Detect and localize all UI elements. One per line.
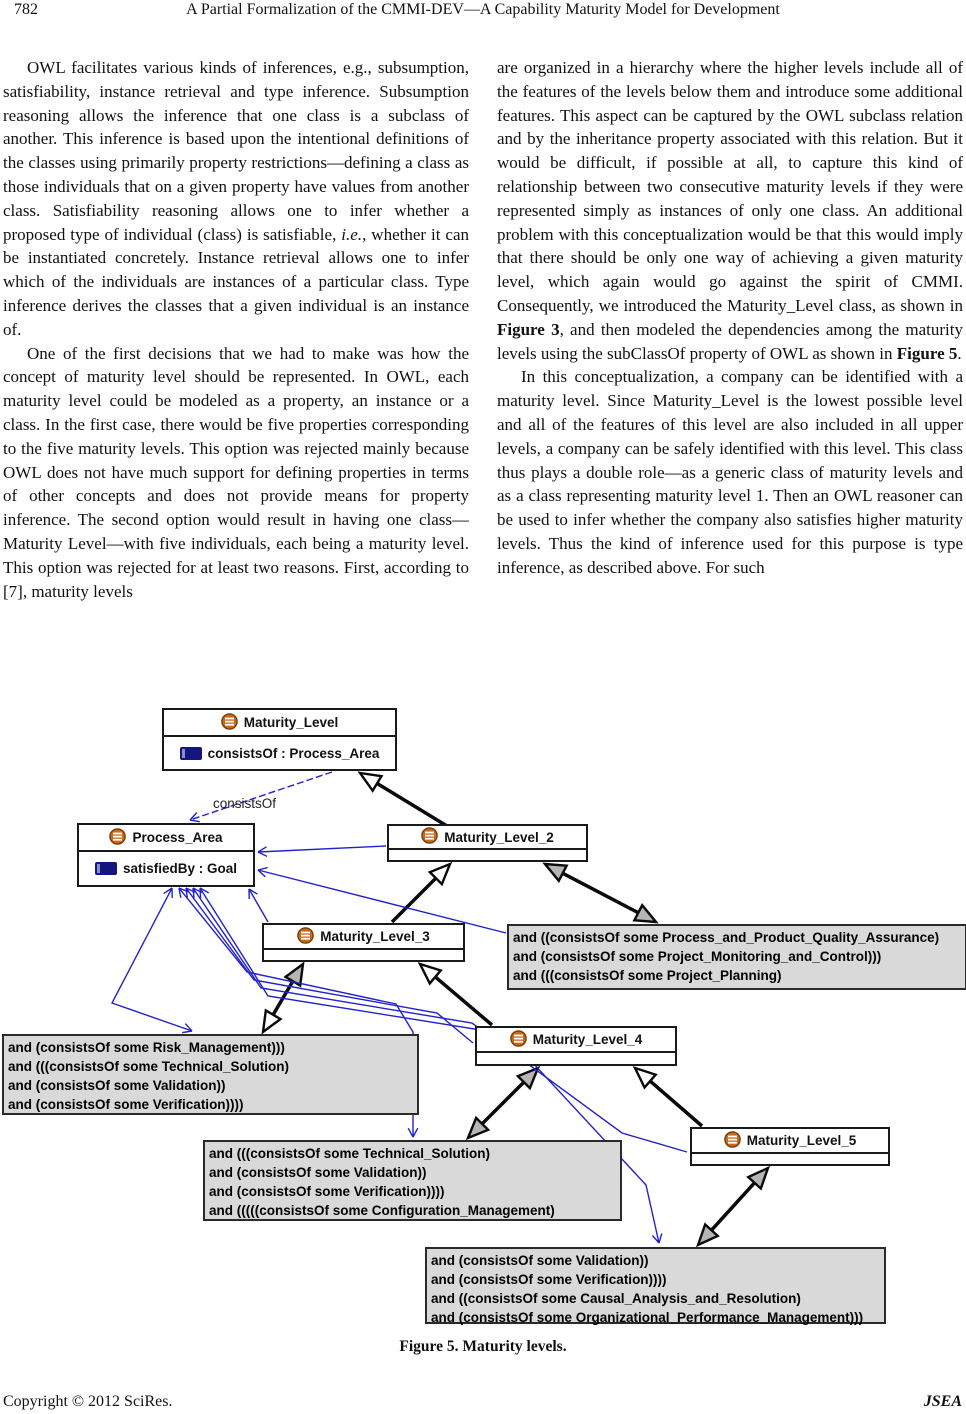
page-number: 782 — [14, 1, 38, 18]
class-box-maturity-level-5 — [690, 1127, 890, 1166]
paragraph-text: are organized in a hierarchy where the higher levels include all of the features of the levels below them and introduce some additional features. This aspect can be captured by the OWL subclass relation and by the inheritance property associated with this relation. But it would be difficult, if possible at all, to capture this kind of relationship between two consecutive maturity levels if they were represented simply as instances of only one class. An additional problem with this conceptualization would be that this would imply that there should be only one way of achieving a given maturity level, which again would go against the spirit of CMMI. Consequently, we introduced the Maturity_Level class, as shown in — [497, 58, 963, 315]
class-title — [264, 925, 463, 950]
expression-box-level2 — [507, 924, 966, 990]
class-property-row — [79, 852, 253, 885]
expression-line: and (consistsOf some Risk_Management))) — [8, 1040, 285, 1055]
expression-line: and (consistsOf some Validation)) — [431, 1253, 649, 1268]
class-empty-row — [389, 850, 586, 884]
journal-abbreviation: JSEA — [923, 1393, 962, 1410]
class-title — [79, 825, 253, 852]
property-text: consistsOf : Process_Area — [207, 745, 380, 761]
class-empty-row — [692, 1154, 888, 1189]
expression-line: and (((((consistsOf some Configuration_Management) — [209, 1203, 555, 1218]
class-icon — [510, 1030, 527, 1050]
class-title — [389, 826, 586, 850]
paragraph-text-italic: i.e. — [341, 224, 363, 244]
paragraph-text: , whether it can be instantiated concretely. Instance retrieval allows one to infer which of the individuals are instances of a particular class. Type inference derives the classes that a given individual is an instance of. — [3, 224, 469, 339]
class-icon — [724, 1131, 741, 1151]
expression-line: and (consistsOf some Verification)))) — [431, 1272, 667, 1287]
class-empty-row — [477, 1053, 675, 1089]
property-text: satisfiedBy : Goal — [122, 861, 238, 876]
class-name: Maturity_Level_5 — [746, 1133, 857, 1148]
expression-line: and (consistsOf some Project_Monitoring_and_Control))) — [513, 949, 882, 964]
figure5-diagram — [0, 700, 966, 1340]
paragraph — [497, 56, 963, 365]
class-title — [477, 1028, 675, 1053]
right-column — [497, 56, 963, 580]
figure-caption: Figure 5. Maturity levels. — [399, 1338, 567, 1355]
expression-line: and ((consistsOf some Process_and_Product_Quality_Assurance) — [513, 930, 940, 945]
class-icon — [421, 827, 438, 847]
class-name: Process_Area — [132, 830, 223, 845]
expression-box-level4 — [203, 1140, 622, 1221]
class-box-process-area — [77, 823, 255, 887]
expression-box-level5 — [425, 1247, 886, 1324]
expression-box-level3 — [2, 1034, 419, 1115]
paragraph: One of the first decisions that we had to make was how the concept of maturity level should be represented. In OWL, each maturity level could be modeled as a property, an instance or a class. In the first case, there would be five properties corresponding to the five maturity levels. This option was rejected mainly because OWL does not have much support for defining properties in terms of other concepts and does not provide means for property inference. The second option would result in having one class—Maturity Level—with five individuals, each being a maturity level. This option was rejected for at least two reasons. First, according to [7], maturity levels — [3, 343, 469, 601]
class-icon — [109, 828, 126, 848]
class-empty-row — [264, 950, 463, 985]
class-title — [692, 1129, 888, 1154]
paragraph — [3, 56, 469, 342]
copyright-notice: Copyright © 2012 SciRes. — [3, 1393, 173, 1410]
class-icon — [221, 713, 238, 733]
expression-line: and (consistsOf some Validation)) — [209, 1165, 427, 1180]
class-icon — [297, 927, 314, 947]
expression-line: and (consistsOf some Verification)))) — [8, 1097, 244, 1112]
expression-line: and (((consistsOf some Project_Planning) — [513, 968, 782, 983]
diagram-edges — [0, 700, 966, 1340]
property-icon — [95, 862, 117, 875]
paragraph-text: OWL facilitates various kinds of inferences, e.g., subsumption, satisfiability, instance retrieval and type inference. Subsumption reasoning allows the inference that one class is a subclass of another. This inference is based upon the intentional definitions of the classes using primarily property restrictions—defining a class as those individuals that on a given property have values from another class. Satisfiability reasoning allows one to infer whether a proposed type of individual (class) is satisfiable, — [3, 58, 469, 244]
expression-line: and (((consistsOf some Technical_Solution) — [209, 1146, 491, 1161]
class-box-maturity-level-2 — [387, 824, 588, 862]
class-box-maturity-level-3 — [262, 923, 465, 962]
expression-line: and ((consistsOf some Causal_Analysis_and_Resolution) — [431, 1291, 801, 1306]
expression-line: and (((consistsOf some Technical_Solution) — [8, 1059, 290, 1074]
class-name: Maturity_Level — [243, 715, 339, 730]
figure5-reference: Figure 5 — [896, 343, 958, 363]
figure3-reference: Figure 3 — [497, 319, 560, 339]
paragraph-text: , and then modeled the dependencies among the maturity levels using the subClassOf property of OWL as shown in — [497, 319, 963, 363]
paragraph: In this conceptualization, a company can be identified with a maturity level. Since Maturity_Level is the lowest possible level and all of the features of this level are also included in all upper levels, a company can be safely identified with this level. This class thus plays a double role—as a generic class of maturity levels and as a class representing maturity level 1. Then an OWL reasoner can be used to infer whether the company also satisfies higher maturity levels. Thus the kind of inference used for this purpose is type inference, as described above. For such — [497, 367, 963, 577]
class-name: Maturity_Level_4 — [532, 1032, 643, 1047]
expression-line: and (consistsOf some Organizational_Performance_Management))) — [431, 1310, 864, 1325]
running-title: A Partial Formalization of the CMMI-DEV—A Capability Maturity Model for Development — [186, 1, 780, 18]
class-name: Maturity_Level_3 — [320, 929, 430, 944]
left-column — [3, 56, 469, 603]
class-box-maturity-level-4 — [475, 1026, 677, 1066]
paragraph-text: . — [957, 343, 962, 363]
class-box-maturity-level — [162, 708, 397, 771]
class-name: Maturity_Level_2 — [444, 829, 554, 845]
expression-line: and (consistsOf some Validation)) — [8, 1078, 226, 1093]
consists-of-edge-label: consistsOf — [213, 796, 277, 811]
class-title — [164, 710, 395, 737]
expression-line: and (consistsOf some Verification)))) — [209, 1184, 445, 1199]
class-property-row — [164, 737, 395, 769]
property-icon — [180, 747, 202, 760]
